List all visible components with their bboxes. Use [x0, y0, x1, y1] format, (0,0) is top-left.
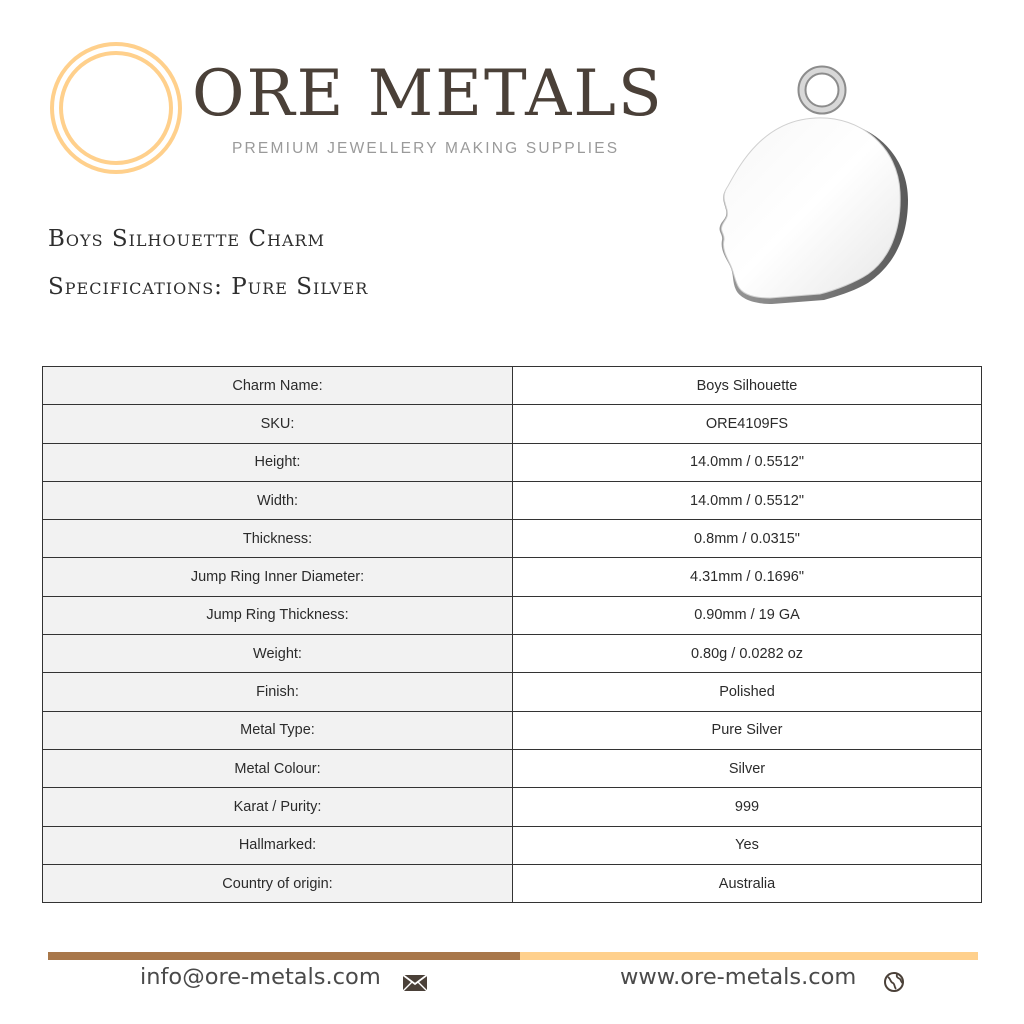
envelope-icon — [402, 974, 428, 992]
table-row — [43, 635, 982, 673]
spec-label: Karat / Purity: — [43, 788, 513, 826]
table-row — [43, 788, 982, 826]
spec-value: Boys Silhouette — [513, 367, 982, 405]
table-row — [43, 826, 982, 864]
footer-divider-left — [48, 952, 520, 960]
boy-silhouette-charm-icon — [712, 60, 912, 320]
spec-label: Metal Type: — [43, 711, 513, 749]
table-row — [43, 864, 982, 902]
spec-label: Country of origin: — [43, 864, 513, 902]
footer-website[interactable]: www.ore-metals.com — [620, 964, 857, 990]
specifications-table — [42, 366, 982, 903]
spec-label: Weight: — [43, 635, 513, 673]
table-row — [43, 367, 982, 405]
spec-label: Width: — [43, 481, 513, 519]
spec-label: Finish: — [43, 673, 513, 711]
product-title: Boys Silhouette Charm — [48, 226, 325, 252]
spec-value: 0.90mm / 19 GA — [513, 596, 982, 634]
spec-value: 14.0mm / 0.5512" — [513, 481, 982, 519]
footer-email[interactable]: info@ore-metals.com — [140, 964, 381, 990]
globe-icon — [883, 971, 905, 993]
table-row — [43, 443, 982, 481]
spec-value: Yes — [513, 826, 982, 864]
brand-name: ORE METALS — [192, 57, 664, 131]
spec-value: Pure Silver — [513, 711, 982, 749]
spec-value: 999 — [513, 788, 982, 826]
footer-divider-right — [520, 952, 978, 960]
spec-value: 0.80g / 0.0282 oz — [513, 635, 982, 673]
table-row — [43, 749, 982, 787]
spec-label: Thickness: — [43, 520, 513, 558]
spec-label: Charm Name: — [43, 367, 513, 405]
spec-value: Australia — [513, 864, 982, 902]
table-row — [43, 405, 982, 443]
spec-label: Jump Ring Thickness: — [43, 596, 513, 634]
table-row — [43, 711, 982, 749]
spec-value: Silver — [513, 749, 982, 787]
table-row — [43, 596, 982, 634]
spec-value: Polished — [513, 673, 982, 711]
spec-label: Height: — [43, 443, 513, 481]
spec-label: Jump Ring Inner Diameter: — [43, 558, 513, 596]
spec-value: 14.0mm / 0.5512" — [513, 443, 982, 481]
table-row — [43, 673, 982, 711]
spec-label: Hallmarked: — [43, 826, 513, 864]
brand-tagline: PREMIUM JEWELLERY MAKING SUPPLIES — [232, 140, 620, 157]
double-ring-logo-icon — [48, 40, 184, 176]
table-row — [43, 558, 982, 596]
table-row — [43, 520, 982, 558]
spec-label: SKU: — [43, 405, 513, 443]
spec-value: 0.8mm / 0.0315" — [513, 520, 982, 558]
spec-value: 4.31mm / 0.1696" — [513, 558, 982, 596]
specifications-heading: Specifications: Pure Silver — [48, 274, 369, 300]
spec-value: ORE4109FS — [513, 405, 982, 443]
table-row — [43, 481, 982, 519]
spec-label: Metal Colour: — [43, 749, 513, 787]
